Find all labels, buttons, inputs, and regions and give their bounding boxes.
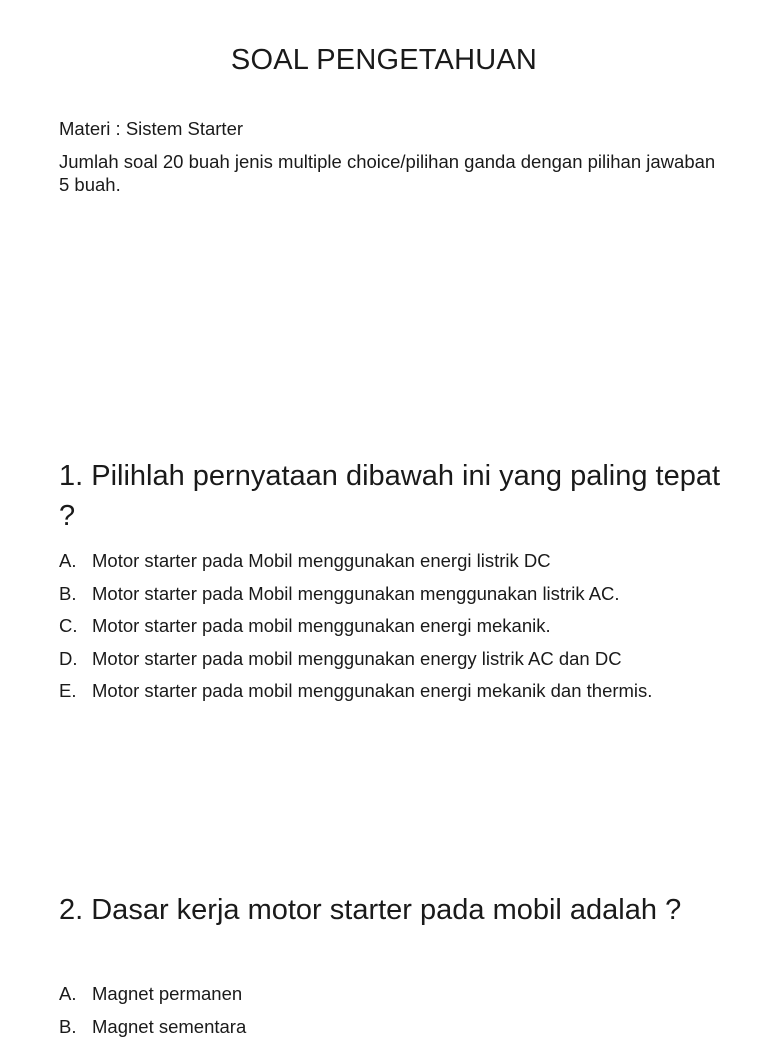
option-text: Motor starter pada mobil menggunakan energi mekanik. [92, 615, 551, 636]
option-letter: A. [59, 983, 77, 1004]
option-letter: E. [59, 680, 77, 701]
slide-question-2 [0, 864, 768, 1037]
option-d [59, 647, 719, 670]
question-1-options [59, 549, 719, 712]
option-text: Motor starter pada mobil menggunakan energi mekanik dan thermis. [92, 680, 653, 701]
option-a [59, 982, 719, 1005]
option-e [59, 679, 719, 702]
option-text: Motor starter pada Mobil menggunakan menggunakan listrik AC. [92, 582, 620, 604]
option-text: Magnet permanen [92, 983, 243, 1004]
option-letter: D. [59, 647, 78, 669]
option-letter: C. [59, 615, 78, 636]
question-2-title: 2. Dasar kerja motor starter pada mobil adalah ? [59, 894, 682, 926]
option-text: Motor starter pada mobil menggunakan energy listrik AC dan DC [92, 647, 622, 669]
option-text: Motor starter pada Mobil menggunakan energi listrik DC [92, 550, 551, 571]
materi-text: Materi : Sistem Starter [59, 118, 244, 139]
option-b [59, 582, 719, 605]
option-c [59, 614, 719, 637]
slide-intro [0, 0, 768, 432]
option-letter: B. [59, 1015, 77, 1037]
option-a [59, 549, 719, 572]
option-letter: B. [59, 582, 77, 604]
option-b [59, 1015, 719, 1038]
jumlah-soal-text: Jumlah soal 20 buah jenis multiple choice/pilihan ganda dengan pilihan jawaban 5 buah. [59, 151, 716, 195]
slide-question-1 [0, 432, 768, 864]
option-text: Magnet sementara [92, 1015, 247, 1037]
question-2-options [59, 982, 719, 1047]
question-1-title: 1. Pilihlah pernyataan dibawah ini yang paling tepat ? [59, 460, 721, 532]
page-title: SOAL PENGETAHUAN [230, 44, 538, 76]
option-letter: A. [59, 550, 77, 571]
